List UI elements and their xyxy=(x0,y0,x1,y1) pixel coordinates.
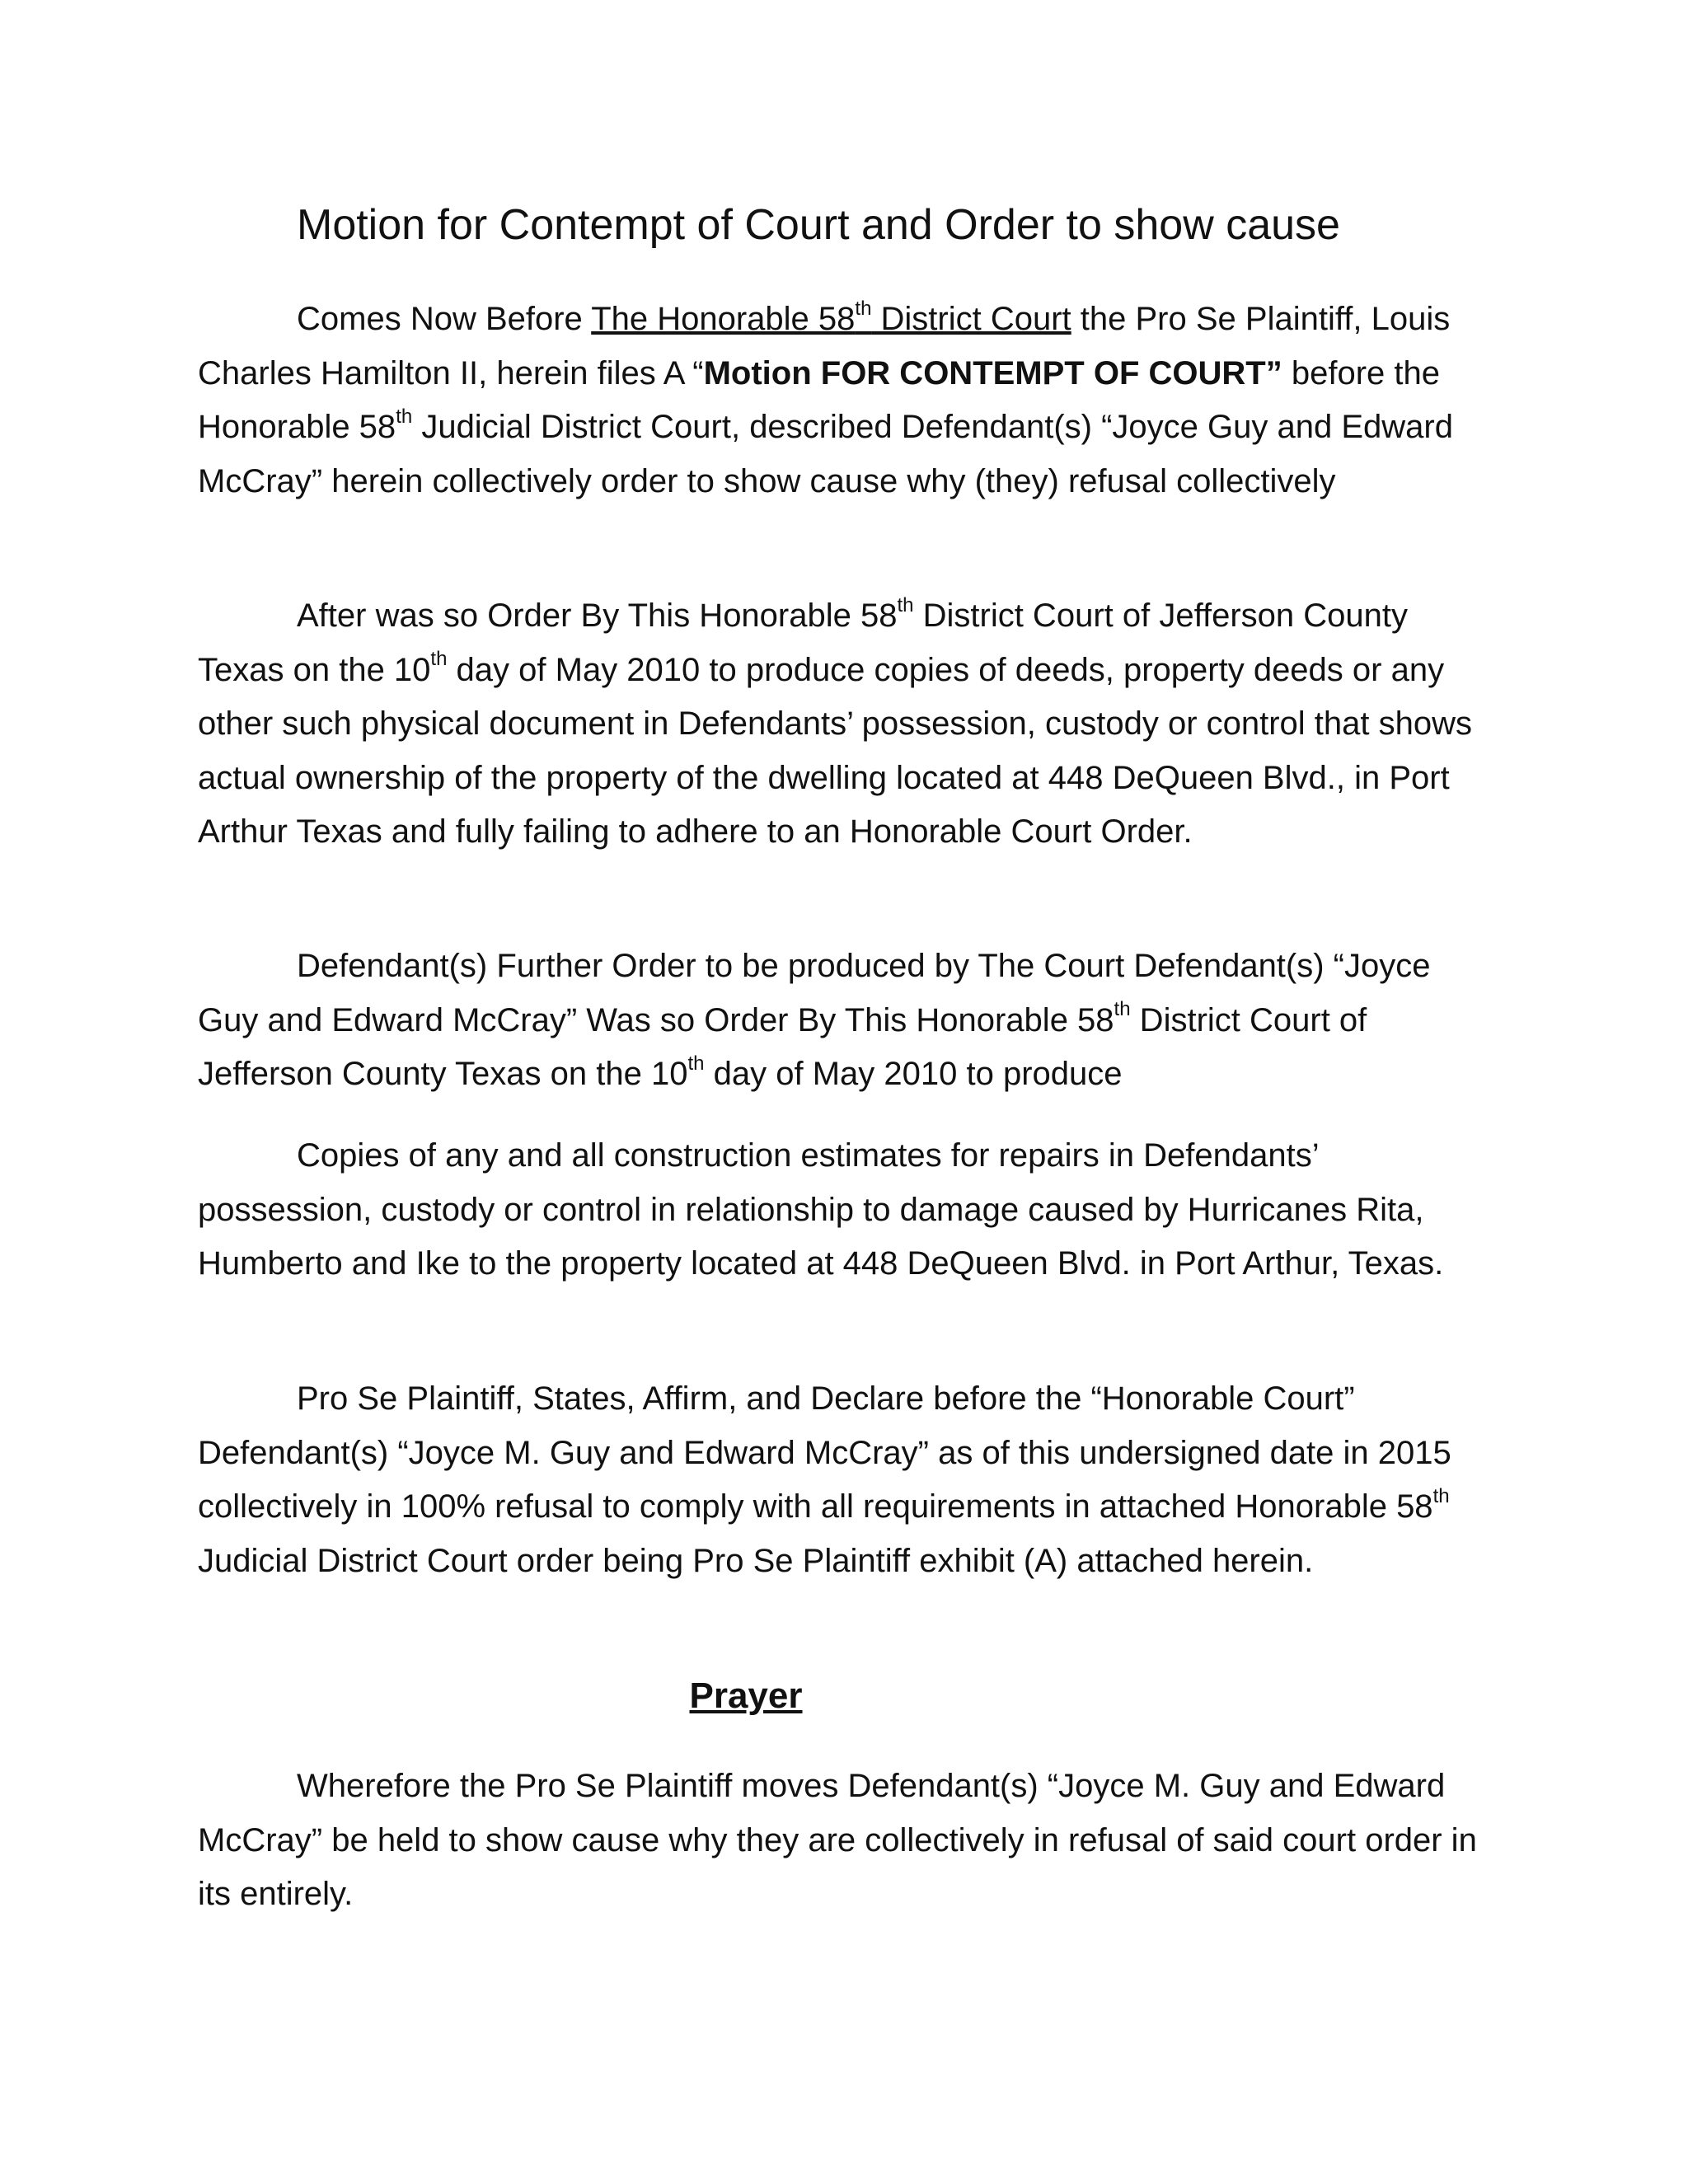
p2-sup2: th xyxy=(430,648,448,671)
p5-text-a: Pro Se Plaintiff, States, Affirm, and Declare before the “Honorable Court” Defendant(s) “Joyce M. Guy and Edward McCray” as of this undersigned date in 2015 collectively in 100% refusal to comply with all requirements in attached Honorable 58 xyxy=(198,1380,1451,1525)
paragraph-further-order xyxy=(198,940,1492,1102)
court-name-underlined xyxy=(591,297,1071,337)
p1-text-b: the Pro Se Plaintiff, Louis Charles Hamilton II, herein files A “ xyxy=(198,301,1451,391)
court-name-a: The Honorable 58 xyxy=(591,301,856,337)
paragraph-copies-estimates: Copies of any and all construction estimates for repairs in Defendants’ possession, custody or control in relationship to damage caused by Hurricanes Rita, Humberto and Ike to the property located at 448 DeQueen Blvd. in Port Arthur, Texas. xyxy=(198,1137,1444,1282)
p5-text-b: Judicial District Court order being Pro Se Plaintiff exhibit (A) attached herein. xyxy=(198,1542,1314,1579)
p3-sup1: th xyxy=(1114,998,1131,1021)
motion-title-bold: Motion FOR CONTEMPT OF COURT” xyxy=(703,354,1282,391)
paragraph-plaintiff-declares xyxy=(198,1372,1492,1588)
p1-sup: th xyxy=(396,405,413,428)
p2-text-c: day of May 2010 to produce copies of deeds, property deeds or any other such physical document in Defendants’ possession, custody or control that shows actual ownership of the property of the dwelling located at 448 DeQueen Blvd., in Port Arthur Texas and fully failing to adhere to an Honorable Court Order. xyxy=(198,651,1473,850)
court-name-b: District Court xyxy=(871,301,1071,337)
p2-text-a: After was so Order By This Honorable 58 xyxy=(297,598,898,634)
p3-text-a: Defendant(s) Further Order to be produced by The Court Defendant(s) “Joyce Guy and Edward McCray” Was so Order By This Honorable 58 xyxy=(198,948,1431,1038)
p1-text-a: Comes Now Before xyxy=(297,301,592,337)
p1-text-d: Judicial District Court, described Defendant(s) “Joyce Guy and Edward McCray” herein collectively order to show cause why (they) refusal collectively xyxy=(198,409,1453,499)
p1-text-c: before the Honorable 58 xyxy=(198,354,1440,445)
document-title: Motion for Contempt of Court and Order to show cause xyxy=(297,201,1340,249)
p5-sup: th xyxy=(1432,1484,1450,1507)
prayer-heading: Prayer xyxy=(689,1675,803,1716)
paragraph-comes-now xyxy=(198,293,1492,509)
p2-text-b: District Court of Jefferson County Texas on the 10 xyxy=(198,598,1408,688)
p2-sup1: th xyxy=(897,593,914,616)
p3-sup2: th xyxy=(687,1052,705,1075)
p3-text-c: day of May 2010 to produce xyxy=(704,1056,1123,1092)
court-name-sup: th xyxy=(855,297,872,320)
paragraph-wherefore: Wherefore the Pro Se Plaintiff moves Defendant(s) “Joyce M. Guy and Edward McCray” be held to show cause why they are collectively in refusal of said court order in its entirely. xyxy=(198,1768,1477,1912)
p3-text-b: District Court of Jefferson County Texas on the 10 xyxy=(198,1001,1367,1092)
paragraph-after-order xyxy=(198,589,1492,860)
